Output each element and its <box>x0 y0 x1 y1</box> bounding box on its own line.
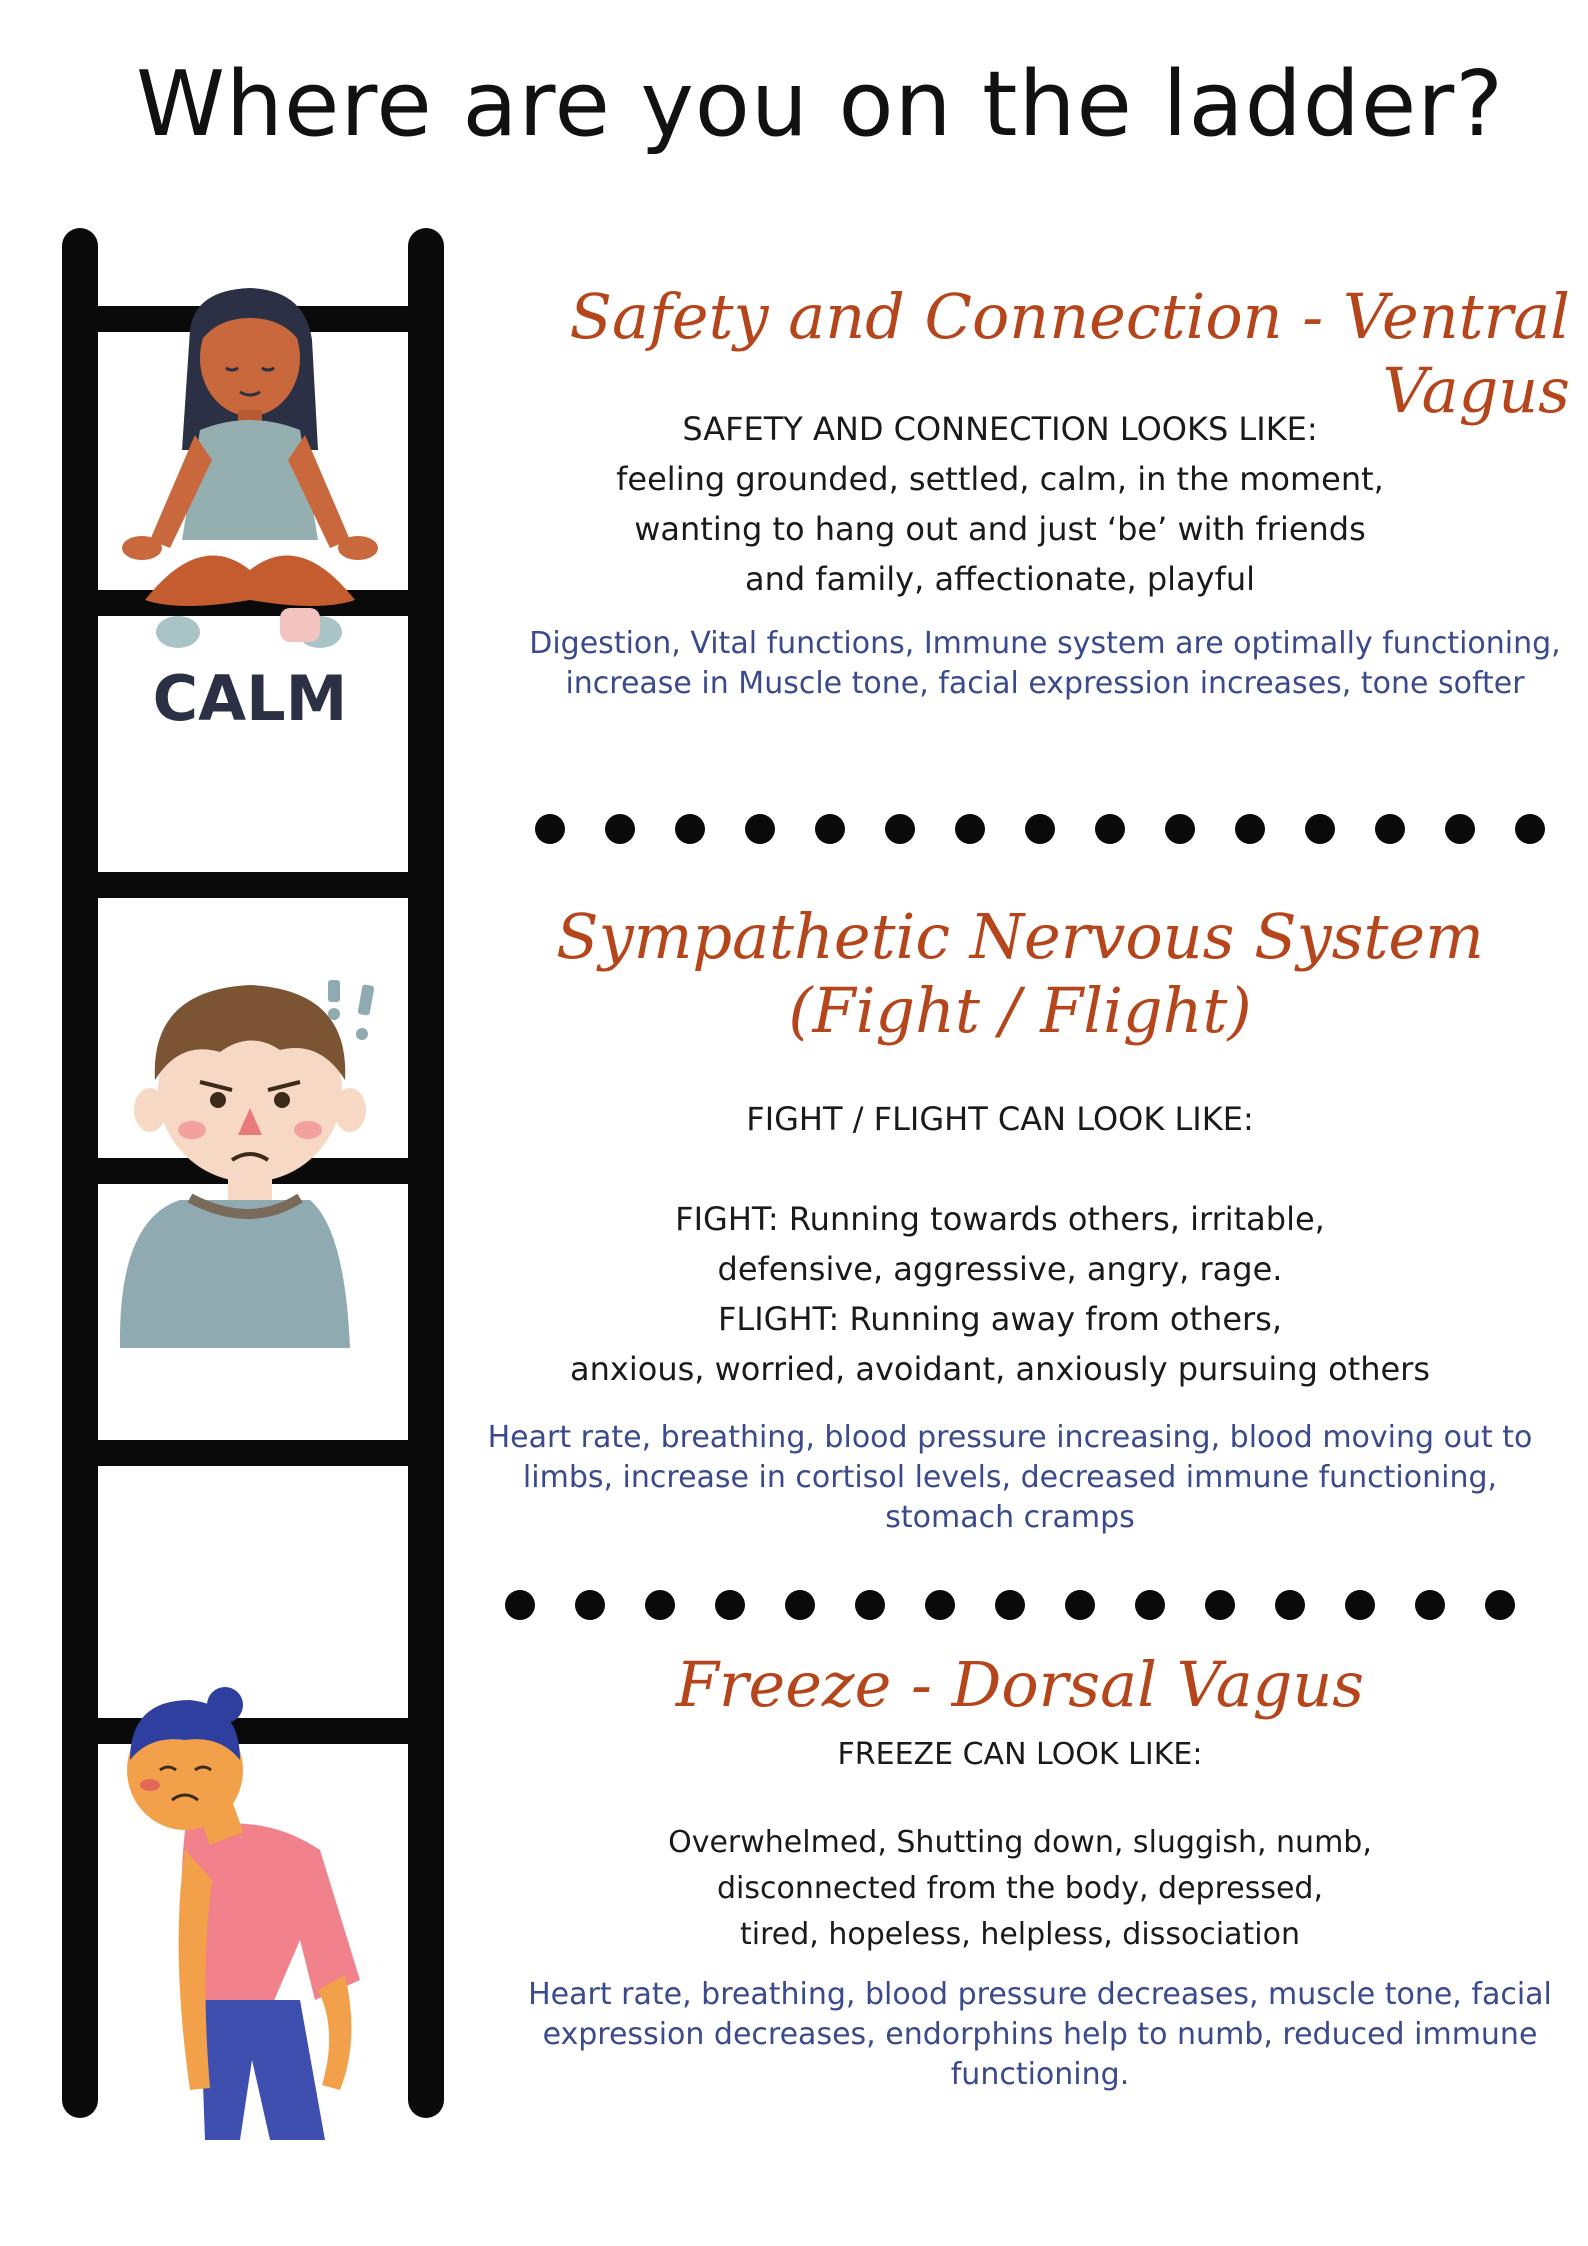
calm-label: CALM <box>152 662 348 735</box>
body-line: stomach cramps <box>885 1500 1135 1535</box>
divider-dot <box>1345 1590 1375 1620</box>
looks-like-title: FIGHT / FLIGHT CAN LOOK LIKE: <box>746 1100 1254 1138</box>
ladder-rung <box>80 1718 426 1744</box>
ladder-illustration <box>0 0 480 2246</box>
looks-like-line: and family, affectionate, playful <box>744 560 1256 598</box>
divider-dot <box>715 1590 745 1620</box>
divider-dot <box>645 1590 675 1620</box>
looks-like-line: Overwhelmed, Shutting down, sluggish, numb, <box>668 1825 1372 1860</box>
divider-dot <box>1485 1590 1515 1620</box>
divider-dot <box>1235 814 1265 844</box>
divider-dot <box>1065 1590 1095 1620</box>
divider-dot <box>1275 1590 1305 1620</box>
looks-like-title: SAFETY AND CONNECTION LOOKS LIKE: <box>682 410 1318 448</box>
calm-girl-icon <box>122 288 378 648</box>
looks-like-line: tired, hopeless, helpless, dissociation <box>740 1917 1300 1952</box>
divider-dot <box>855 1590 885 1620</box>
divider-dot <box>575 1590 605 1620</box>
divider-dot <box>1095 814 1125 844</box>
divider-dot <box>1415 1590 1445 1620</box>
looks-like-line: feeling grounded, settled, calm, in the moment, <box>616 460 1384 498</box>
body-line: functioning. <box>950 2057 1130 2092</box>
divider-dot <box>1135 1590 1165 1620</box>
divider-dot <box>925 1590 955 1620</box>
looks-like-line: wanting to hang out and just ‘be’ with friends <box>634 510 1366 548</box>
divider-dot <box>745 814 775 844</box>
section-sympathetic <box>520 900 1520 1049</box>
freeze-looks-like <box>500 1730 1540 1958</box>
body-line: expression decreases, endorphins help to numb, reduced immune <box>542 2017 1538 2052</box>
divider-dot <box>785 1590 815 1620</box>
divider-dot <box>1165 814 1195 844</box>
divider-dot <box>955 814 985 844</box>
body-line: Heart rate, breathing, blood pressure increasing, blood moving out to <box>487 1420 1533 1455</box>
freeze-body <box>510 1975 1570 2095</box>
safety-looks-like <box>480 404 1520 604</box>
dot-divider <box>505 1590 1515 1620</box>
divider-dot <box>535 814 565 844</box>
fight-body <box>470 1418 1550 1538</box>
looks-like-line: anxious, worried, avoidant, anxiously pursuing others <box>570 1350 1430 1388</box>
ladder-rung <box>80 872 426 898</box>
divider-dot <box>1025 814 1055 844</box>
body-line: Heart rate, breathing, blood pressure decreases, muscle tone, facial <box>528 1977 1552 2012</box>
page-title: Where are you on the ladder? <box>135 52 1505 157</box>
divider-dot <box>815 814 845 844</box>
divider-dot <box>1375 814 1405 844</box>
safety-body <box>510 624 1580 704</box>
slumped-person-icon <box>127 1687 360 2140</box>
looks-like-title: FREEZE CAN LOOK LIKE: <box>837 1737 1203 1772</box>
looks-like-line: defensive, aggressive, angry, rage. <box>717 1250 1283 1288</box>
section-heading-sub: (Fight / Flight) <box>788 974 1252 1048</box>
divider-dot <box>1205 1590 1235 1620</box>
divider-dot <box>505 1590 535 1620</box>
divider-dot <box>675 814 705 844</box>
looks-like-line: FIGHT: Running towards others, irritable, <box>675 1200 1325 1238</box>
looks-like-line: FLIGHT: Running away from others, <box>717 1300 1283 1338</box>
section-heading: Safety and Connection - Ventral Vagus <box>569 280 1570 428</box>
ladder-rung <box>80 1440 426 1466</box>
section-heading: Freeze - Dorsal Vagus <box>675 1648 1365 1721</box>
looks-like-line: disconnected from the body, depressed, <box>717 1871 1323 1906</box>
body-line: increase in Muscle tone, facial expression increases, tone softer <box>565 666 1525 701</box>
fight-looks-like <box>480 1094 1520 1394</box>
divider-dot <box>1305 814 1335 844</box>
divider-dot <box>1515 814 1545 844</box>
divider-dot <box>1445 814 1475 844</box>
divider-dot <box>885 814 915 844</box>
body-line: Digestion, Vital functions, Immune system are optimally functioning, <box>529 626 1561 661</box>
divider-dot <box>995 1590 1025 1620</box>
divider-dot <box>605 814 635 844</box>
section-freeze <box>520 1648 1520 1722</box>
dot-divider <box>535 814 1545 844</box>
section-heading: Sympathetic Nervous System <box>556 900 1484 973</box>
body-line: limbs, increase in cortisol levels, decreased immune functioning, <box>522 1460 1498 1495</box>
